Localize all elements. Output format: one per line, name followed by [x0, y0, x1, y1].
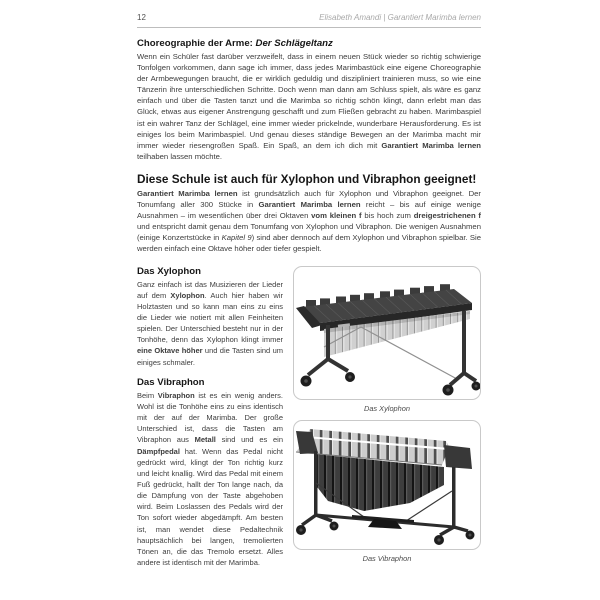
heading-schule: Diese Schule ist auch für Xylophon und Vibraphon geeignet!: [137, 171, 477, 186]
text-column: [137, 266, 283, 570]
paragraph-xylophon: Ganz einfach ist das Musizieren der Lieder auf dem Xylophon. Auch hier haben wir Holztasten und so kann man eins zu eins die Lieder wie notiert mit allen Feinheiten spielen. Der Unterschied besteht nur in der Tonhöhe, denn das Xylophon klingt immer eine Oktave höher und die Tasten sind um einiges schmaler.: [137, 279, 283, 367]
figure-xylophon: [293, 266, 481, 413]
heading-vibraphon: Das Vibraphon: [137, 376, 205, 388]
page-header: [137, 13, 481, 22]
xylophone-illustration: [294, 267, 480, 399]
heading-choreographie: Choreographie der Arme: Der Schlägeltanz: [137, 38, 333, 49]
xylophone-photo: [293, 266, 481, 400]
figure-vibraphon: [293, 420, 481, 563]
two-column-section: [137, 266, 481, 570]
paragraph-vibraphon: Beim Vibraphon ist es ein wenig anders. Wohl ist die Tonhöhe eins zu eins identisch mit der auf der Marimba. Der große Unterschied ist, dass die Tasten am Vibraphon aus Metall sind und es ein Dämpfpedal hat. Wenn das Pedal nicht gedrückt wird, klingt der Ton richtig kurz und leicht knallig. Wird das Pedal mit einem Fuß gedrückt, hallt der Ton lange nach, da die Dämpfung von der Taste abgehoben wird. Beim Loslassen des Pedals wird der Ton sofort wieder abgedämpft. Am besten ist, man wendet diese Pedaltechnik hauptsächlich bei langen, tremolierten Tönen an, die das Tremolo ersetzt. Alles andere ist identisch mit der Marimba.: [137, 390, 284, 568]
book-page: [137, 13, 481, 570]
figure-column: [293, 266, 481, 570]
vibraphone-photo: [293, 420, 481, 550]
paragraph-choreographie: Wenn ein Schüler fast darüber verzweifelt, dass in einem neuen Stück wieder so richtig schwierige Tonfolgen vorkommen, dann sage ich immer, dass jedes Marimbastück eine eigene Choreographie der Armbewegungen braucht, die er wirklich geduldig und diszipliniert trainieren muss, so wie eine Tänzerin ihre unterschiedlichen Schritte. Doch wenn man dann am Schluss spielt, als wäre es ganz einfach und über die Tasten tanzt und die Marimba so richtig schön klingt, dann erlebt man das Glück, etwas aus eigener Anstrengung geschafft und zum Fließen gebracht zu haben. Marimbaspiel ist ein wahrer Tanz der Schlägel, eine immer wieder prickelnde, wunderbare Herausforderung. Es ist einiges los beim Marimbaspiel. Und genau dieses ständige Bewegen an der Marimba macht mir immer wieder riesengroßen Spaß. Ein Spaß, an dem ich dich mit Garantiert Marimba lernen teilhaben lassen möchte.: [137, 52, 481, 161]
header-rule: [137, 27, 481, 28]
paragraph-schule: Garantiert Marimba lernen ist grundsätzlich auch für Xylophon und Vibraphon geeignet. Der Tonumfang aller 300 Stücke in Garantiert Marimba lernen reicht – bis auf einige wenige Ausnahmen – im wesentlichen über drei Oktaven vom kleinen f bis hoch zum dreigestrichenen f und entspricht damit genau dem Tonumfang von Xylophon und Vibraphon. Die wenigen Ausnahmen (einige Konzertstücke in Kapitel 9) sind aber dennoch auf dem Xylophon und Vibraphon spielbar. Sie werden einfach eine Oktave höher oder tiefer gespielt.: [137, 188, 481, 254]
caption-vibraphon: Das Vibraphon: [362, 553, 412, 563]
vibraphone-illustration: [294, 421, 480, 549]
caption-xylophon: Das Xylophon: [363, 403, 410, 413]
heading-xylophon: Das Xylophon: [137, 265, 201, 277]
page-number: 12: [137, 13, 146, 22]
running-title: Elisabeth Amandi | Garantiert Marimba lernen: [319, 13, 481, 22]
